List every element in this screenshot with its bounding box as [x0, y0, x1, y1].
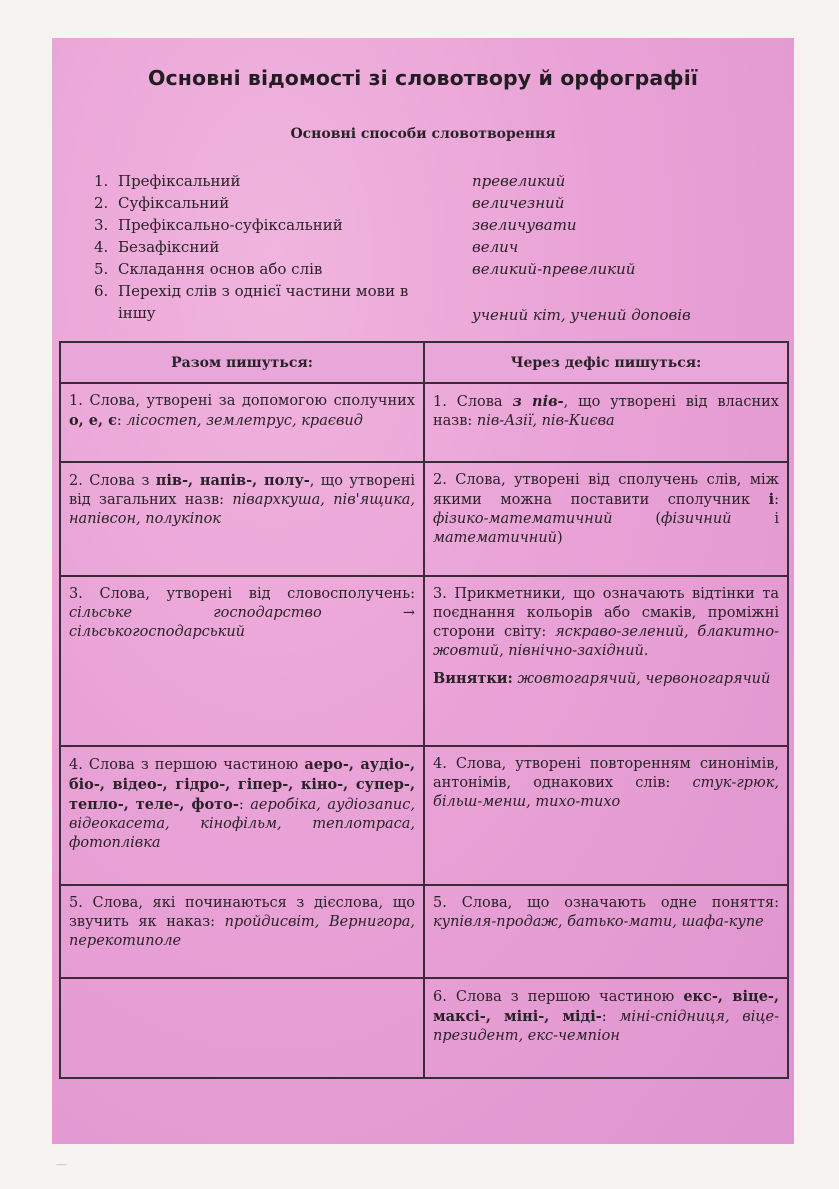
rule-text: : [601, 1009, 620, 1025]
rule-cell-hyphen [424, 383, 788, 462]
rule-text: : [774, 492, 779, 508]
page-number: — [56, 1158, 67, 1171]
method-item [94, 280, 784, 326]
rule-text: 2. Слова, утворені від сполучень слів, між якими можна поставити сполучник [433, 472, 779, 508]
rule-bold: пів-, напів-, полу- [155, 472, 310, 489]
method-item [94, 214, 784, 236]
rule-example: фізико-математичний [433, 511, 613, 527]
rule-example: пройдисвіт, Вернигора, перекотиполе [69, 914, 415, 949]
table-row [60, 383, 788, 462]
method-number: 2. [94, 194, 109, 212]
rule-text: 5. Слова, що означають одне поняття: [433, 895, 779, 911]
header-written-with-hyphen: Через дефіс пишуться: [424, 342, 788, 383]
method-number: 1. [94, 172, 109, 190]
rule-text: : [238, 797, 251, 813]
method-number: 4. [94, 238, 109, 256]
table-row [60, 746, 788, 885]
rule-example: купівля-продаж, батько-мати, шафа-купе [433, 914, 764, 930]
rule-text: ) [557, 530, 563, 546]
rule-text: 3. Слова, утворені від словосполучень: [69, 586, 415, 602]
method-number: 3. [94, 216, 109, 234]
spelling-rules-table [59, 341, 789, 1079]
rule-bold: о, е, є [69, 412, 117, 429]
method-example: учений кіт, учений доповів [472, 306, 691, 324]
rule-cell-hyphen [424, 746, 788, 885]
rule-cell-hyphen [424, 978, 788, 1078]
rule-text: 6. Слова з першою частиною [433, 989, 684, 1005]
rule-bold: з пів- [512, 393, 564, 410]
rule-text: 4. Слова, утворені повторенням синонімів, антонімів, однакових слів: [433, 756, 779, 791]
page-title: Основні відомості зі словотвору й орфографії [148, 66, 698, 90]
rule-text: 2. Слова з [69, 473, 156, 489]
rule-cell-together [60, 383, 424, 462]
rule-text: . [643, 643, 649, 659]
rule-text: , що утворені від власних назв: [433, 394, 779, 429]
rule-example: міні-спідниця, віце-президент, екс-чемпіон [433, 1009, 779, 1044]
method-item [94, 236, 784, 258]
table-row [60, 462, 788, 576]
rule-text: 4. Слова з першою частиною [69, 757, 305, 773]
page-sheet [52, 38, 794, 1144]
method-example: звеличувати [472, 216, 577, 234]
rule-text: 1. Слова [433, 394, 513, 410]
rule-example: пів-Азії, пів-Києва [476, 413, 615, 429]
rule-example: жовтогарячий, червоногарячий [517, 671, 771, 687]
rule-text: 1. Слова, утворені за допомогою сполучних [69, 393, 415, 409]
rule-cell-hyphen [424, 885, 788, 978]
method-name: Складання основ або слів [118, 260, 323, 278]
header-written-together: Разом пишуться: [60, 342, 424, 383]
rule-example: лісостеп, землетрус, краєвид [126, 413, 363, 429]
rule-example: стук-грюк, більш-менш, тихо-тихо [433, 775, 779, 810]
rule-example: математичний [433, 530, 558, 546]
rule-example: півархкуша, пів'ящика, напівсон, полукіпок [69, 492, 415, 527]
rule-text: 5. Слова, які починаються з дієслова, що звучить як наказ: [69, 895, 415, 930]
rule-text: ( [612, 511, 662, 527]
method-number: 5. [94, 260, 109, 278]
method-name: Перехід слів з однієї частини мови в іншу [118, 282, 409, 322]
rule-text: і [731, 511, 779, 527]
rule-cell-together [60, 746, 424, 885]
method-name: Префіксально-суфіксальний [118, 216, 343, 234]
exceptions-label: Винятки: [433, 670, 513, 687]
method-example: превеликий [472, 172, 566, 190]
rule-cell-together [60, 885, 424, 978]
method-item [94, 192, 784, 214]
rule-text: 3. Прикметники, що означають відтінки та поєднання кольорів або смаків, проміжні сторони світу: [433, 586, 779, 640]
method-name: Префіксальний [118, 172, 241, 190]
rule-cell-hyphen [424, 462, 788, 576]
table-row [60, 978, 788, 1078]
rule-bold: аеро-, аудіо-, біо-, відео-, гідро-, гіпер-, кіно-, супер-, тепло-, теле-, фото- [69, 756, 415, 813]
rule-example: фізичний [661, 511, 732, 527]
rule-bold: екс-, віце-, максі-, міні-, міді- [433, 988, 779, 1025]
word-formation-methods-list [94, 170, 784, 326]
rule-text: : [116, 413, 127, 429]
rule-cell-hyphen [424, 576, 788, 746]
method-name: Суфіксальний [118, 194, 230, 212]
method-example: великий-превеликий [472, 260, 636, 278]
rule-example: яскраво-зелений, блакитно-жовтий, північно-західний [433, 624, 779, 659]
method-number: 6. [94, 282, 109, 300]
table-header-row [60, 342, 788, 383]
section-subtitle: Основні способи словотворення [290, 126, 556, 142]
rule-cell-together [60, 576, 424, 746]
method-item [94, 170, 784, 192]
rule-bold: і [768, 491, 775, 508]
table-row [60, 885, 788, 978]
rule-example: сільське господарство → сільськогосподарський [69, 605, 415, 640]
rule-cell-together [60, 462, 424, 576]
method-example: величезний [472, 194, 565, 212]
exceptions-line [433, 669, 779, 689]
rule-example: аеробіка, аудіозапис, відеокасета, кінофільм, теплотраса, фотоплівка [69, 797, 415, 851]
method-item [94, 258, 784, 280]
method-name: Безафіксний [118, 238, 220, 256]
table-row [60, 576, 788, 746]
rule-cell-together-empty [60, 978, 424, 1078]
rule-text: , що утворені від загальних назв: [69, 473, 415, 508]
method-example: велич [472, 238, 519, 256]
